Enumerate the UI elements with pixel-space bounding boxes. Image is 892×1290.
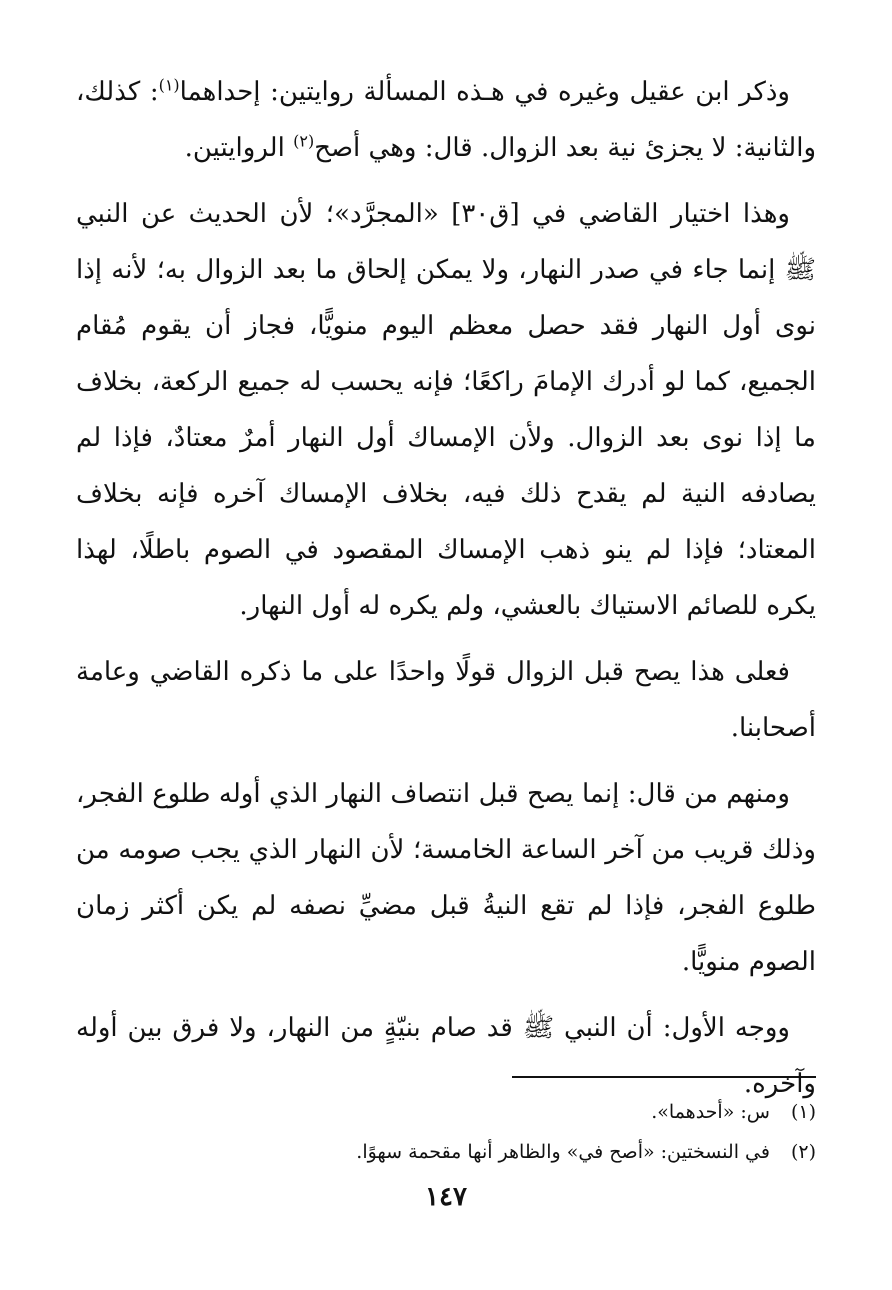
paragraph-text: ومنهم من قال: إنما يصح قبل انتصاف النهار الذي أوله طلوع الفجر، وذلك قريب من آخر الساعة الخامسة؛ لأن النهار الذي يجب صومه من طلوع الفجر، فإذا لم تقع النيةُ قبل مضيِّ نصفه لم يكن أكثر زمان الصوم منويًّا. (76, 779, 816, 977)
footnote-divider (512, 1076, 816, 1078)
paragraph-riwayatan (76, 64, 816, 176)
page-number: ١٤٧ (425, 1182, 467, 1212)
paragraph-text: ووجه الأول: أن النبي ﷺ قد صام بنيّةٍ من النهار، ولا فرق بين أوله وآخره. (76, 1013, 816, 1099)
paragraph-text: : كذلك، والثانية: لا يجزئ نية بعد الزوال. قال: وهي أصح (76, 77, 816, 163)
footnotes (76, 1092, 816, 1172)
footnote-number: (١) (790, 1101, 816, 1123)
paragraph-text: الروايتين. (184, 133, 294, 163)
book-page (76, 64, 816, 1290)
footnote-number: (٢) (790, 1141, 816, 1163)
footnote-marker-2: (٢) (293, 131, 315, 151)
paragraph-text: فعلى هذا يصح قبل الزوال قولًا واحدًا على ما ذكره القاضي وعامة أصحابنا. (76, 657, 816, 743)
paragraph-conclusion (76, 644, 816, 756)
footnote-text: س: «أحدهما». (651, 1101, 770, 1123)
footnote-1 (76, 1092, 816, 1132)
footnote-marker-1: (١) (158, 75, 180, 95)
paragraph-second-view (76, 766, 816, 990)
footnote-text: في النسختين: «أصح في» والظاهر أنها مقحمة سهوًا. (356, 1141, 770, 1163)
paragraph-text: وذكر ابن عقيل وغيره في هـذه المسألة روايتين: إحداهما (179, 77, 790, 107)
paragraph-qadi-choice (76, 186, 816, 634)
paragraph-text: وهذا اختيار القاضي في [ق٣٠] «المجرَّد»؛ لأن الحديث عن النبي ﷺ إنما جاء في صدر النهار، ولا يمكن إلحاق ما بعد الزوال به؛ لأنه إذا نوى أول النهار فقد حصل معظم اليوم منويًّا، فجاز أن يقوم مُقام الجميع، كما لو أدرك الإمامَ راكعًا؛ فإنه يحسب له جميع الركعة، بخلاف ما إذا نوى بعد الزوال. ولأن الإمساك أول النهار أمرٌ معتادٌ، فإذا لم يصادفه النية لم يقدح ذلك فيه، بخلاف الإمساك آخره فإنه بخلاف المعتاد؛ فإذا لم ينو ذهب الإمساك المقصود في الصوم باطلًا، لهذا يكره للصائم الاستياك بالعشي، ولم يكره له أول النهار. (76, 199, 816, 621)
footnote-2 (76, 1132, 816, 1172)
